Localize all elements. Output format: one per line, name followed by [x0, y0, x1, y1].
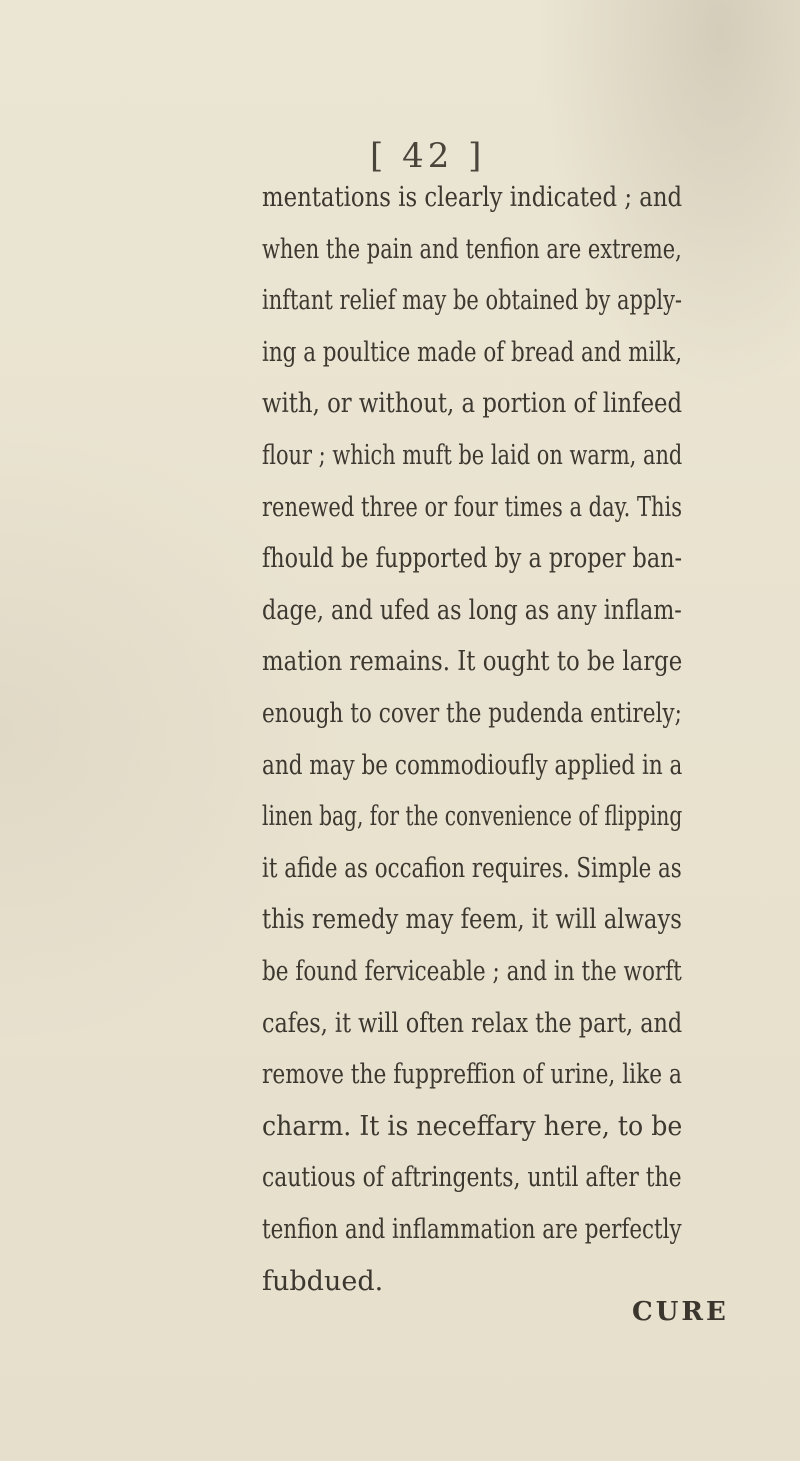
text-line: charm. It is neceffary here, to be: [262, 1111, 683, 1142]
text-line: with, or without, a portion of linfeed: [262, 388, 683, 419]
text-line: fubdued.: [262, 1266, 384, 1297]
text-line: it afide as occafion requires. Simple as: [262, 853, 682, 884]
text-line: dage, and ufed as long as any inflam-: [262, 595, 682, 626]
text-line: fhould be fupported by a proper ban-: [262, 543, 683, 574]
text-line: when the pain and tenfion are extreme,: [262, 234, 682, 265]
text-line: and may be commodioufly applied in a: [262, 750, 683, 781]
text-line: cafes, it will often relax the part, and: [262, 1008, 683, 1039]
catchword: CURE: [632, 1297, 729, 1327]
text-line: mation remains. It ought to be large: [262, 646, 683, 677]
text-line: inftant relief may be obtained by apply-: [262, 285, 683, 316]
text-line: remove the fuppreffion of urine, like a: [262, 1059, 682, 1090]
text-line: enough to cover the pudenda entirely;: [262, 698, 682, 729]
text-line: linen bag, for the convenience of flipping: [262, 801, 683, 832]
text-line: cautious of aftringents, until after the: [262, 1162, 682, 1193]
text-line: ing a poultice made of bread and milk,: [262, 337, 683, 368]
page-number: [ 42 ]: [370, 136, 486, 176]
text-line: be found ferviceable ; and in the worft: [262, 956, 682, 987]
text-line: this remedy may feem, it will always: [262, 904, 682, 935]
text-line: renewed three or four times a day. This: [262, 492, 683, 523]
text-line: tenfion and inflammation are perfectly: [262, 1214, 682, 1245]
text-line: mentations is clearly indicated ; and: [262, 182, 683, 213]
text-line: flour ; which muft be laid on warm, and: [262, 440, 683, 471]
